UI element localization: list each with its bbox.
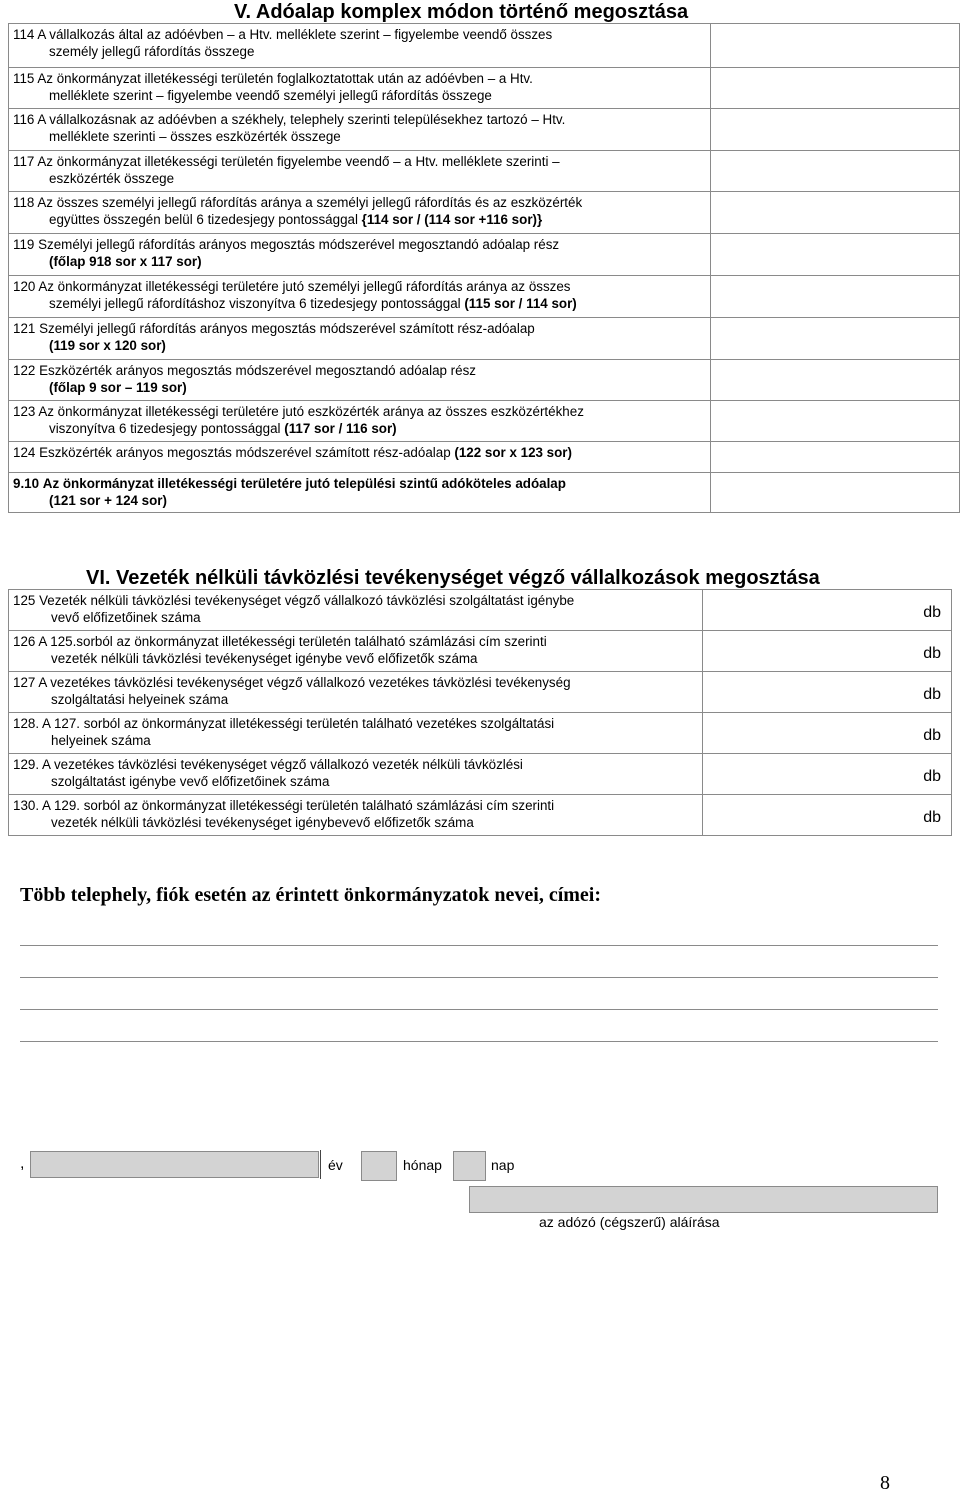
table-row bbox=[9, 360, 960, 401]
table-row bbox=[9, 68, 960, 109]
section-6-title: VI. Vezeték nélküli távközlési tevékenységet végző vállalkozások megosztása bbox=[86, 567, 820, 589]
address-line-2[interactable] bbox=[20, 977, 938, 978]
row-text-line-2: eszközérték összege bbox=[49, 171, 175, 186]
row-text-line-2: viszonyítva 6 tizedesjegy pontossággal (117 sor / 116 sor) bbox=[49, 421, 397, 436]
place-comma: , bbox=[20, 1155, 25, 1172]
row-text-line-1: Vezeték nélküli távközlési tevékenységet végző vállalkozó távközlési szolgáltatást igénybe bbox=[39, 593, 575, 608]
row-label bbox=[9, 109, 711, 151]
row-text-line-2: együttes összegén belül 6 tizedesjegy pontossággal {114 sor / (114 sor +116 sor)} bbox=[49, 212, 543, 227]
row-label bbox=[9, 151, 711, 192]
table-row bbox=[9, 590, 952, 631]
table-row bbox=[9, 672, 952, 713]
row-label bbox=[9, 590, 703, 631]
row-value-field[interactable] bbox=[711, 234, 960, 276]
row-number: 125 bbox=[13, 593, 36, 608]
row-text-line-1: A 125.sorból az önkormányzat illetékességi területén található számlázási cím szerinti bbox=[38, 634, 547, 649]
row-label bbox=[9, 68, 711, 109]
row-number: 119 bbox=[13, 237, 35, 252]
row-text-line-1: A 129. sorból az önkormányzat illetékességi területén található számlázási cím szerinti bbox=[42, 798, 555, 813]
row-text-line-2: (121 sor + 124 sor) bbox=[49, 493, 167, 508]
row-text-line-1: Az önkormányzat illetékességi területére jutó eszközérték aránya az összes eszközértékhez bbox=[38, 404, 584, 419]
row-text-line-2: vevő előfizetőinek száma bbox=[51, 610, 201, 625]
row-text-line-1: Az önkormányzat illetékességi területén foglalkoztatottak után az adóévben – a Htv. bbox=[37, 71, 533, 86]
row-number: 115 bbox=[13, 71, 35, 86]
row-text-line-2: melléklete szerint – figyelembe veendő személyi jellegű ráfordítás összege bbox=[49, 88, 492, 103]
row-label bbox=[9, 24, 711, 68]
row-text-line-2: (119 sor x 120 sor) bbox=[49, 338, 166, 353]
row-text-line-1-bold: Az önkormányzat illetékességi területére jutó települési szintű adóköteles adóalap bbox=[42, 476, 566, 491]
table-row bbox=[9, 442, 960, 473]
row-number: 130. bbox=[13, 798, 40, 813]
table-row bbox=[9, 234, 960, 276]
table-row bbox=[9, 754, 952, 795]
row-label bbox=[9, 234, 711, 276]
table-row bbox=[9, 473, 960, 513]
row-text-line-2: melléklete szerinti – összes eszközérték összege bbox=[49, 129, 341, 144]
row-label bbox=[9, 401, 711, 442]
signature-label: az adózó (cégszerű) aláírása bbox=[539, 1214, 720, 1230]
row-number: 129. bbox=[13, 757, 40, 772]
row-text-line-1: Személyi jellegű ráfordítás arányos megosztás módszerével számított rész-adóalap bbox=[39, 321, 535, 336]
row-text-line-2: szolgáltatást igénybe vevő előfizetőinek száma bbox=[51, 774, 330, 789]
row-text-line-1: A vezetékes távközlési tevékenységet végző vállalkozó vezetékes távközlési tevékenység bbox=[38, 675, 571, 690]
table-row bbox=[9, 631, 952, 672]
row-number: 9.10 bbox=[13, 476, 40, 491]
row-text-line-2: helyeinek száma bbox=[51, 733, 151, 748]
row-text-line-2: szolgáltatási helyeinek száma bbox=[51, 692, 229, 707]
table-row bbox=[9, 318, 960, 360]
row-label bbox=[9, 360, 711, 401]
row-label bbox=[9, 631, 703, 672]
unit-label-db: db bbox=[923, 686, 941, 703]
row-value-field[interactable] bbox=[711, 24, 960, 68]
table-row bbox=[9, 24, 960, 68]
row-number: 126 bbox=[13, 634, 36, 649]
row-text-line-2: vezeték nélküli távközlési tevékenységet igénybe vevő előfizetők száma bbox=[51, 651, 478, 666]
row-value-field[interactable] bbox=[711, 473, 960, 513]
table-row bbox=[9, 713, 952, 754]
unit-label-db: db bbox=[923, 768, 941, 785]
row-value-field[interactable] bbox=[711, 68, 960, 109]
row-text-line-1: A vállalkozásnak az adóévben a székhely, telephely szerinti településekhez tartozó – Htv. bbox=[37, 112, 566, 127]
row-value-field[interactable] bbox=[711, 276, 960, 318]
row-value-field[interactable] bbox=[711, 360, 960, 401]
section-6-table bbox=[8, 589, 952, 836]
row-text-line-1: Eszközérték arányos megosztás módszerével számított rész-adóalap bbox=[39, 445, 455, 460]
address-line-1[interactable] bbox=[20, 945, 938, 946]
row-label bbox=[9, 795, 703, 836]
row-value-field[interactable] bbox=[711, 401, 960, 442]
section-5-table bbox=[8, 23, 960, 513]
row-text-line-2: személy jellegű ráfordítás összege bbox=[49, 44, 255, 59]
row-text-line-1-bold: (122 sor x 123 sor) bbox=[454, 445, 572, 460]
row-value-field[interactable] bbox=[703, 631, 952, 672]
row-text-line-1: Az önkormányzat illetékességi területére jutó személyi jellegű ráfordítás aránya az összes bbox=[38, 279, 571, 294]
unit-label-db: db bbox=[923, 809, 941, 826]
row-value-field[interactable] bbox=[711, 151, 960, 192]
table-row bbox=[9, 109, 960, 151]
row-label bbox=[9, 318, 711, 360]
row-value-field[interactable] bbox=[711, 109, 960, 151]
table-row bbox=[9, 795, 952, 836]
row-value-field[interactable] bbox=[703, 713, 952, 754]
row-label bbox=[9, 713, 703, 754]
row-text-line-1: Az összes személyi jellegű ráfordítás aránya a személyi jellegű ráfordítás és az eszközérték bbox=[37, 195, 583, 210]
table-row bbox=[9, 151, 960, 192]
row-value-field[interactable] bbox=[711, 318, 960, 360]
row-value-field[interactable] bbox=[703, 754, 952, 795]
row-number: 114 bbox=[13, 27, 35, 42]
row-text-line-1: Az önkormányzat illetékességi területén figyelembe veendő – a Htv. melléklete szerinti – bbox=[37, 154, 560, 169]
signature-field[interactable] bbox=[469, 1186, 938, 1213]
year-field-separator bbox=[320, 1150, 321, 1179]
row-number: 124 bbox=[13, 445, 36, 460]
row-text-line-1: A 127. sorból az önkormányzat illetékességi területén található vezetékes szolgáltatási bbox=[42, 716, 555, 731]
row-number: 117 bbox=[13, 154, 35, 169]
row-number: 118 bbox=[13, 195, 35, 210]
row-text-line-2: (főlap 918 sor x 117 sor) bbox=[49, 254, 202, 269]
page-number: 8 bbox=[880, 1472, 890, 1494]
row-text-line-2: vezeték nélküli távközlési tevékenységet igénybevevő előfizetők száma bbox=[51, 815, 474, 830]
row-number: 121 bbox=[13, 321, 36, 336]
year-label: év bbox=[328, 1157, 343, 1173]
row-label bbox=[9, 672, 703, 713]
row-number: 120 bbox=[13, 279, 36, 294]
row-text-line-1: Személyi jellegű ráfordítás arányos megosztás módszerével megosztandó adóalap rész bbox=[38, 237, 560, 252]
row-label bbox=[9, 192, 711, 234]
month-field[interactable] bbox=[361, 1151, 397, 1181]
row-text-line-2: személyi jellegű ráfordításhoz viszonyítva 6 tizedesjegy pontossággal (115 sor / 114 sor) bbox=[49, 296, 577, 311]
row-number: 122 bbox=[13, 363, 36, 378]
row-number: 116 bbox=[13, 112, 35, 127]
row-value-field[interactable] bbox=[703, 590, 952, 631]
row-number: 128. bbox=[13, 716, 40, 731]
row-label bbox=[9, 473, 711, 513]
place-field[interactable] bbox=[30, 1151, 319, 1178]
row-label bbox=[9, 276, 711, 318]
row-text-line-1: A vezetékes távközlési tevékenységet végző vállalkozó vezeték nélküli távközlési bbox=[42, 757, 523, 772]
day-field[interactable] bbox=[453, 1151, 486, 1181]
unit-label-db: db bbox=[923, 727, 941, 744]
row-value-field[interactable] bbox=[703, 795, 952, 836]
row-value-field[interactable] bbox=[703, 672, 952, 713]
table-row bbox=[9, 276, 960, 318]
address-line-3[interactable] bbox=[20, 1009, 938, 1010]
day-label: nap bbox=[491, 1157, 515, 1173]
month-label: hónap bbox=[403, 1157, 442, 1173]
unit-label-db: db bbox=[923, 604, 941, 621]
row-text-line-2: (főlap 9 sor – 119 sor) bbox=[49, 380, 187, 395]
row-label bbox=[9, 754, 703, 795]
unit-label-db: db bbox=[923, 645, 941, 662]
row-number: 123 bbox=[13, 404, 36, 419]
table-row bbox=[9, 192, 960, 234]
row-label bbox=[9, 442, 711, 473]
telephely-title: Több telephely, fiók esetén az érintett önkormányzatok nevei, címei: bbox=[20, 884, 602, 906]
row-number: 127 bbox=[13, 675, 36, 690]
table-row bbox=[9, 401, 960, 442]
row-value-field[interactable] bbox=[711, 442, 960, 473]
row-text-line-1: Eszközérték arányos megosztás módszerével megosztandó adóalap rész bbox=[39, 363, 476, 378]
address-line-4[interactable] bbox=[20, 1041, 938, 1042]
row-value-field[interactable] bbox=[711, 192, 960, 234]
section-5-title: V. Adóalap komplex módon történő megosztása bbox=[234, 1, 689, 23]
row-text-line-1: A vállalkozás által az adóévben – a Htv. melléklete szerint – figyelembe veendő összes bbox=[37, 27, 553, 42]
